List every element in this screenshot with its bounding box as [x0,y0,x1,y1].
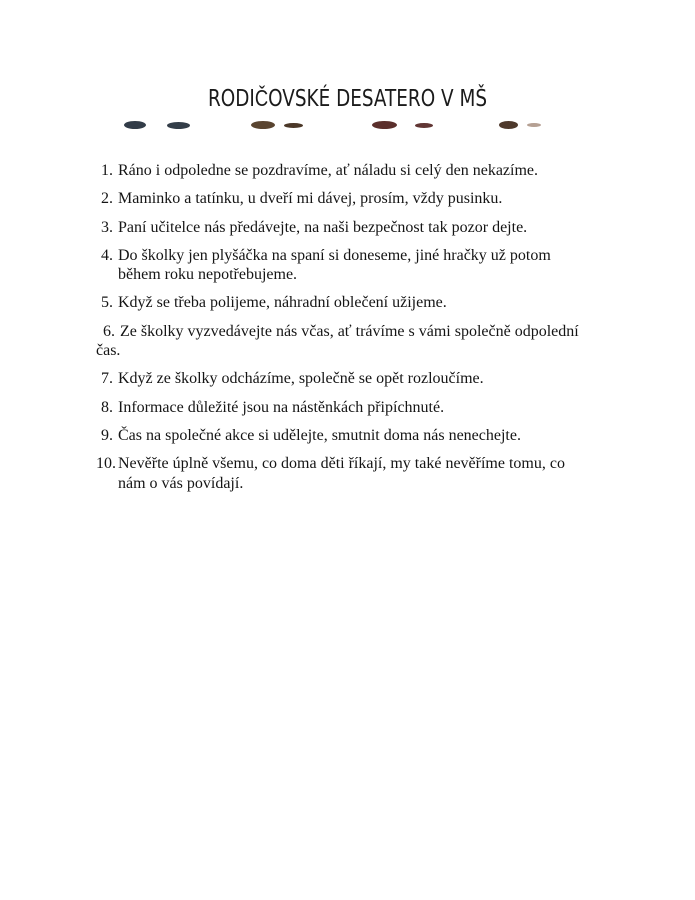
image-fragment-5 [372,121,397,129]
desatero-list [96,161,592,502]
image-fragment-7 [499,121,518,129]
list-item-1 [96,161,592,180]
list-item-number: 6. [103,322,115,340]
list-item-text: Ze školky vyzvedávejte nás včas, ať trávíme s vámi společně odpolední čas. [96,322,579,360]
page-title [70,85,626,112]
list-item-text: Paní učitelce nás předávejte, na naši bezpečnost tak pozor dejte. [118,218,528,236]
list-item-6 [96,322,592,361]
list-item-10 [96,454,592,493]
list-item-text: Maminko a tatínku, u dveří mi dávej, prosím, vždy pusinku. [118,190,503,208]
list-item-number: 3. [101,218,113,236]
list-item-text: Když se třeba polijeme, náhradní oblečení užijeme. [118,294,447,312]
list-item-4 [96,246,592,285]
image-fragment-8 [527,123,541,127]
page-title-post: OVSKÉ DESATERO V MŠ [268,86,488,113]
list-item-number: 5. [101,294,113,312]
clipped-image-fragments [0,0,695,140]
list-item-text: Do školky jen plyšáčka na spaní si doneseme, jiné hračky už potom během roku nepotřebujeme. [118,246,551,284]
list-item-number: 2. [101,190,113,208]
list-item-2 [96,189,592,208]
list-item-3 [96,218,592,237]
list-item-8 [96,398,592,417]
list-item-number: 10. [96,455,116,473]
list-item-text: Když ze školky odcházíme, společně se opět rozloučíme. [118,370,484,388]
image-fragment-3 [251,121,275,129]
list-item-number: 4. [101,246,113,264]
list-item-7 [96,369,592,388]
list-item-text: Čas na společné akce si udělejte, smutnit doma nás nenechejte. [118,426,521,444]
list-item-5 [96,293,592,312]
list-item-text: Ráno i odpoledne se pozdravíme, ať náladu si celý den nekazíme. [118,162,539,179]
page-title-pre: RODI [207,86,255,113]
list-item-9 [96,426,592,445]
page-title-substituted-glyph: Č [254,85,269,112]
list-item-number: 1. [101,162,113,179]
image-fragment-6 [415,123,433,128]
image-fragment-2 [167,122,190,129]
list-item-number: 8. [101,398,113,416]
list-item-text: Nevěřte úplně všemu, co doma děti říkají, my také nevěříme tomu, co nám o vás povídají. [118,455,565,492]
list-item-number: 7. [101,370,113,388]
image-fragment-1 [124,121,146,129]
list-item-number: 9. [101,426,113,444]
image-fragment-4 [284,123,303,128]
list-item-text: Informace důležité jsou na nástěnkách připíchnuté. [118,398,445,416]
